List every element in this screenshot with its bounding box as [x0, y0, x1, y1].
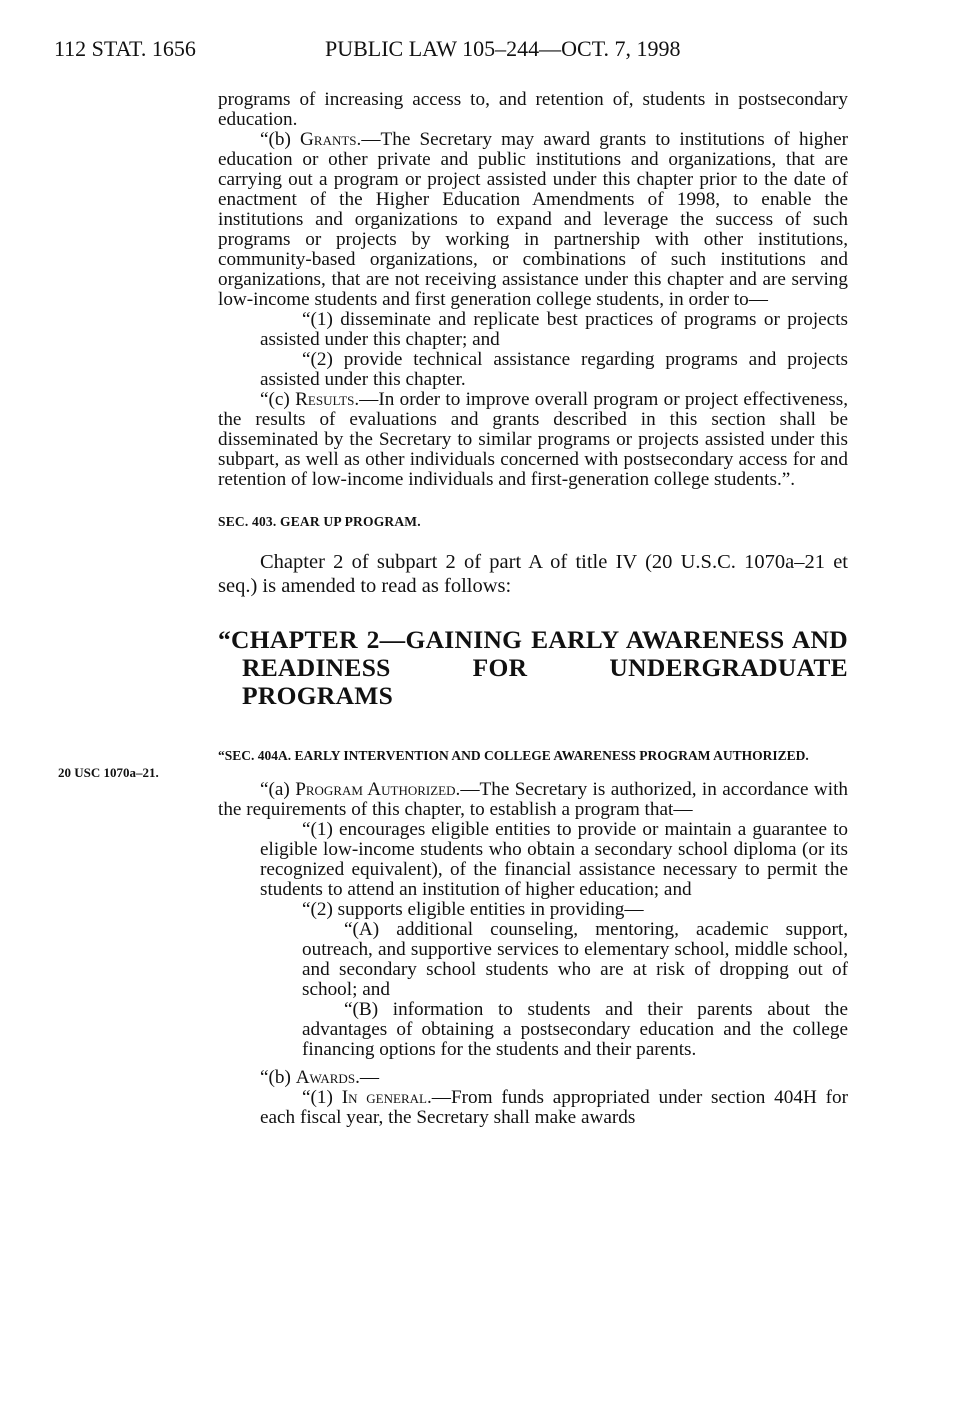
- paragraph-marker: “(a): [260, 779, 296, 800]
- paragraph-heading: Awards: [295, 1067, 356, 1088]
- paragraph-marker: “(1): [302, 1087, 342, 1108]
- section-404a-heading: “SEC. 404A. EARLY INTERVENTION AND COLLEGE AWARENESS PROGRAM AUTHORIZED.: [218, 748, 809, 763]
- statute-citation: 112 STAT. 1656: [54, 36, 196, 61]
- paragraph-heading: Grants: [300, 129, 357, 150]
- section-403-text: Chapter 2 of subpart 2 of part A of title IV (20 U.S.C. 1070a–21 et seq.) is amended to read as follows:: [218, 551, 848, 597]
- section-403-heading: SEC. 403. GEAR UP PROGRAM.: [218, 514, 421, 529]
- paragraph-marker: “(c): [260, 389, 296, 410]
- paragraph-b-awards: [218, 1068, 848, 1088]
- paragraph-text: .—The Secretary may award grants to institutions of higher education or other private and public institutions and organizations, that are carrying out a program or project assisted under this chapter prior to the date of enactment of the Higher Education Amendments of 1998, to enable the institutions and organizations to expand and leverage the success of such programs or projects by working in partnership with other institutions, community-based organizations, or combinations of such institutions and organizations, that are not receiving assistance under this chapter and are serving low-income students and first generation college students, in order to—: [218, 129, 849, 310]
- paragraph-text: .—From funds appropriated under section 404H for each fiscal year, the Secretary shall make awards: [260, 1087, 848, 1128]
- margin-note-usc: 20 USC 1070a–21.: [58, 765, 159, 780]
- paragraph-a-program-authorized: [218, 780, 848, 820]
- paragraph-marker: “(b): [260, 129, 301, 150]
- public-law-title: PUBLIC LAW 105–244—OCT. 7, 1998: [325, 36, 681, 61]
- paragraph-text: .—: [355, 1067, 380, 1088]
- paragraph-a-1: “(1) encourages eligible entities to provide or maintain a guarantee to eligible low-income students who obtain a secondary school diploma (or its recognized equivalent), of the financial assistance necessary to permit the students to attend an institution of higher education; and: [260, 819, 848, 900]
- document-body: [218, 90, 848, 1128]
- paragraph-marker: “(b): [260, 1067, 296, 1088]
- paragraph-heading: In general: [341, 1087, 427, 1108]
- paragraph-a-2: “(2) supports eligible entities in providing—: [302, 899, 644, 920]
- paragraph-b-2: “(2) provide technical assistance regarding programs and projects assisted under this chapter.: [260, 349, 848, 390]
- paragraph-a-2-B: “(B) information to students and their parents about the advantages of obtaining a postsecondary education and the college financing options for the students and their parents.: [302, 999, 848, 1060]
- paragraph-text: .—The Secretary is authorized, in accordance with the requirements of this chapter, to establish a program that—: [218, 779, 848, 820]
- paragraph-b-grants: [218, 130, 848, 310]
- paragraph-b-1-in-general: [218, 1088, 848, 1128]
- paragraph-a-2-A: “(A) additional counseling, mentoring, academic support, outreach, and supportive services to elementary school, middle school, and secondary school students who are at risk of dropping out of school; and: [302, 919, 848, 1000]
- paragraph-b-1: “(1) disseminate and replicate best practices of programs or projects assisted under this chapter; and: [260, 309, 848, 350]
- paragraph-heading: Results: [295, 389, 355, 410]
- paragraph-heading: Program Authorized: [295, 779, 456, 800]
- paragraph-c-results: [218, 390, 848, 490]
- paragraph-continuation: programs of increasing access to, and retention of, students in postsecondary education.: [218, 89, 848, 130]
- paragraph-text: .—In order to improve overall program or project effectiveness, the results of evaluations and grants described in this section shall be disseminated by the Secretary to similar programs or projects assisted under this subpart, as well as other individuals concerned with postsecondary access for and retention of low-income individuals and first-generation college students.”.: [218, 389, 848, 490]
- chapter-2-title: “CHAPTER 2—GAINING EARLY AWARENESS AND READINESS FOR UNDERGRADUATE PROGRAMS: [218, 625, 848, 710]
